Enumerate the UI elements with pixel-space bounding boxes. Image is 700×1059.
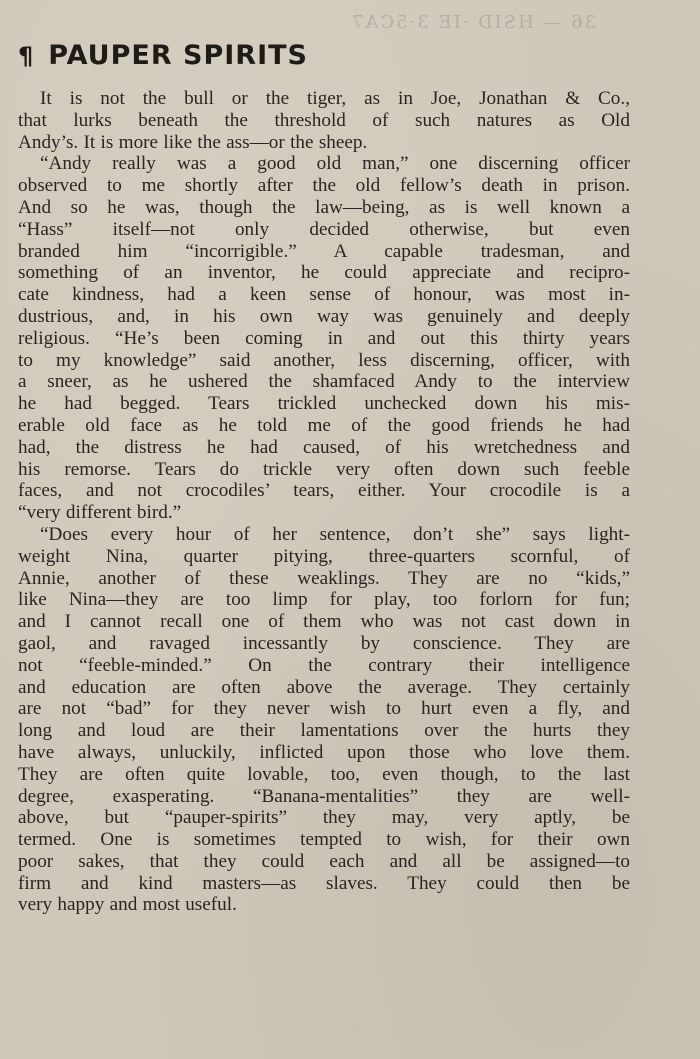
text-line: something of an inventor, he could appreciate and recipro- <box>18 262 630 284</box>
text-line: Annie, another of these weaklings. They are no “kids,” <box>18 567 630 589</box>
text-line: very happy and most useful. <box>18 894 237 916</box>
text-line: and education are often above the average. They certainly <box>18 676 630 698</box>
text-line: degree, exasperating. “Banana-mentalities” they are well- <box>18 785 630 807</box>
text-line: They are often quite lovable, too, even though, to the last <box>18 763 630 785</box>
text-line: faces, and not crocodiles’ tears, either. Your crocodile is a <box>18 480 630 502</box>
text-line: gaol, and ravaged incessantly by conscience. They are <box>18 632 630 654</box>
pilcrow-mark: ¶ <box>18 41 35 70</box>
text-line: cate kindness, had a keen sense of honour, was most in- <box>18 284 630 306</box>
body-text <box>18 88 630 916</box>
text-line: had, the distress he had caused, of his wretchedness and <box>18 436 630 458</box>
text-line: erable old face as he told me of the good friends he had <box>18 414 630 436</box>
text-line: “Does every hour of her sentence, don’t she” says light- <box>40 523 630 545</box>
text-line: termed. One is sometimes tempted to wish, for their own <box>18 829 630 851</box>
text-line: branded him “incorrigible.” A capable tradesman, and <box>18 240 630 262</box>
text-line: weight Nina, quarter pitying, three-quarters scornful, of <box>18 545 630 567</box>
section-title: PAUPER SPIRITS <box>48 40 308 71</box>
text-line: poor sakes, that they could each and all be assigned—to <box>18 850 630 872</box>
text-line: And so he was, though the law—being, as is well known a <box>18 196 630 218</box>
text-line: like Nina—they are too limp for play, too forlorn for fun; <box>18 589 630 611</box>
text-line: It is not the bull or the tiger, as in Joe, Jonathan & Co., <box>40 88 630 109</box>
text-line: above, but “pauper-spirits” they may, very aptly, be <box>18 807 630 829</box>
bleed-through-text: 36 — HSID ·IE 3·5CA7 <box>350 12 597 33</box>
text-line: “Hass” itself—not only decided otherwise, but even <box>18 218 630 240</box>
text-line: firm and kind masters—as slaves. They could then be <box>18 872 630 894</box>
text-line: observed to me shortly after the old fellow’s death in prison. <box>18 175 630 197</box>
text-line: long and loud are their lamentations over the hurts they <box>18 720 630 742</box>
text-line: to my knowledge” said another, less discerning, officer, with <box>18 349 630 371</box>
text-line: dustrious, and, in his own way was genuinely and deeply <box>18 305 630 327</box>
text-line: a sneer, as he ushered the shamfaced Andy to the interview <box>18 371 630 393</box>
text-line: that lurks beneath the threshold of such natures as Old <box>18 109 630 131</box>
text-line: “very different bird.” <box>18 502 182 524</box>
text-line: “Andy really was a good old man,” one discerning officer <box>40 153 630 175</box>
text-line: religious. “He’s been coming in and out this thirty years <box>18 327 630 349</box>
text-line: have always, unluckily, inflicted upon those who love them. <box>18 741 630 763</box>
text-line: are not “bad” for they never wish to hurt even a fly, and <box>18 698 630 720</box>
text-line: not “feeble-minded.” On the contrary their intelligence <box>18 654 630 676</box>
text-line: he had begged. Tears trickled unchecked down his mis- <box>18 393 630 415</box>
text-line: Andy’s. It is more like the ass—or the sheep. <box>18 131 368 153</box>
section-heading <box>18 40 308 71</box>
text-line: his remorse. Tears do trickle very often down such feeble <box>18 458 630 480</box>
text-line: and I cannot recall one of them who was not cast down in <box>18 611 630 633</box>
